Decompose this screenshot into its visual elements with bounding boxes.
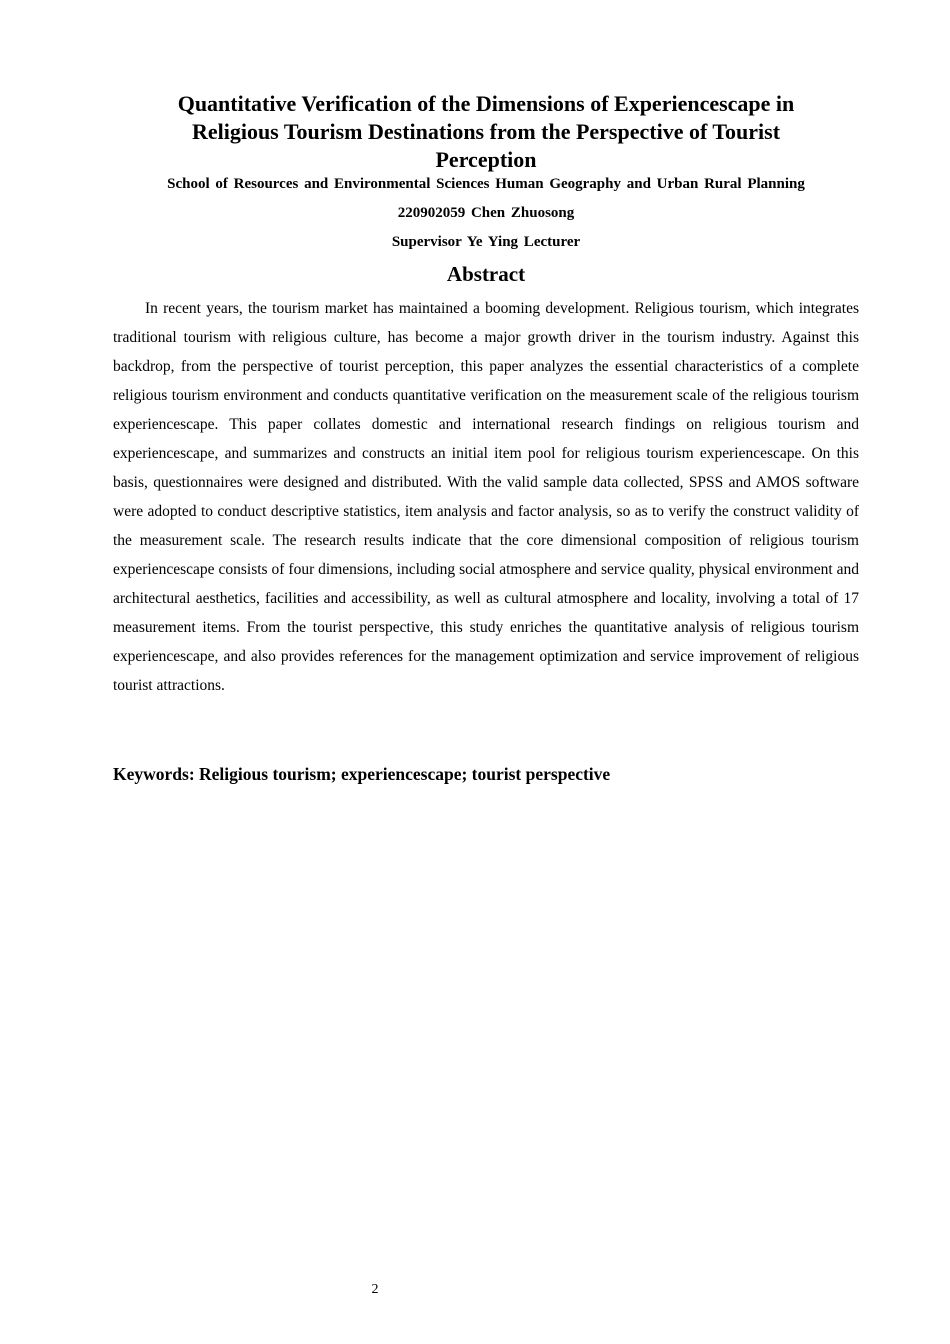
keywords-line: Keywords: Religious tourism; experiencescape; tourist perspective	[113, 764, 611, 784]
page-number: 2	[371, 1282, 379, 1297]
title-line-2: Religious Tourism Destinations from the Perspective of Tourist	[191, 119, 781, 144]
title-line-1: Quantitative Verification of the Dimensions of Experiencescape in	[177, 91, 795, 116]
paper-title	[113, 90, 859, 174]
supervisor-line: Supervisor Ye Ying Lecturer	[391, 234, 581, 250]
author-affiliation: School of Resources and Environmental Sciences Human Geography and Urban Rural Planning	[167, 176, 805, 192]
student-id-and-name: 220902059 Chen Zhuosong	[397, 205, 575, 221]
abstract-heading: Abstract	[446, 262, 526, 286]
title-line-3: Perception	[435, 147, 537, 172]
abstract-paragraph: In recent years, the tourism market has maintained a booming development. Religious tourism, which integrates traditional tourism with religious culture, has become a major growth driver in the tourism industry. Against this backdrop, from the perspective of tourist perception, this paper analyzes the essential characteristics of a complete religious tourism environment and conducts quantitative verification on the measurement scale of the religious tourism experiencescape. This paper collates domestic and international research findings on religious tourism and experiencescape, and summarizes and constructs an initial item pool for religious tourism experiencescape. On this basis, questionnaires were designed and distributed. With the valid sample data collected, SPSS and AMOS software were adopted to conduct descriptive statistics, item analysis and factor analysis, so as to verify the construct validity of the measurement scale. The research results indicate that the core dimensional composition of religious tourism experiencescape consists of four dimensions, including social atmosphere and service quality, physical environment and architectural aesthetics, facilities and accessibility, as well as cultural atmosphere and locality, involving a total of 17 measurement items. From the tourist perspective, this study enriches the quantitative analysis of religious tourism experiencescape, and also provides references for the management optimization and service improvement of religious tourist attractions.	[113, 300, 859, 694]
